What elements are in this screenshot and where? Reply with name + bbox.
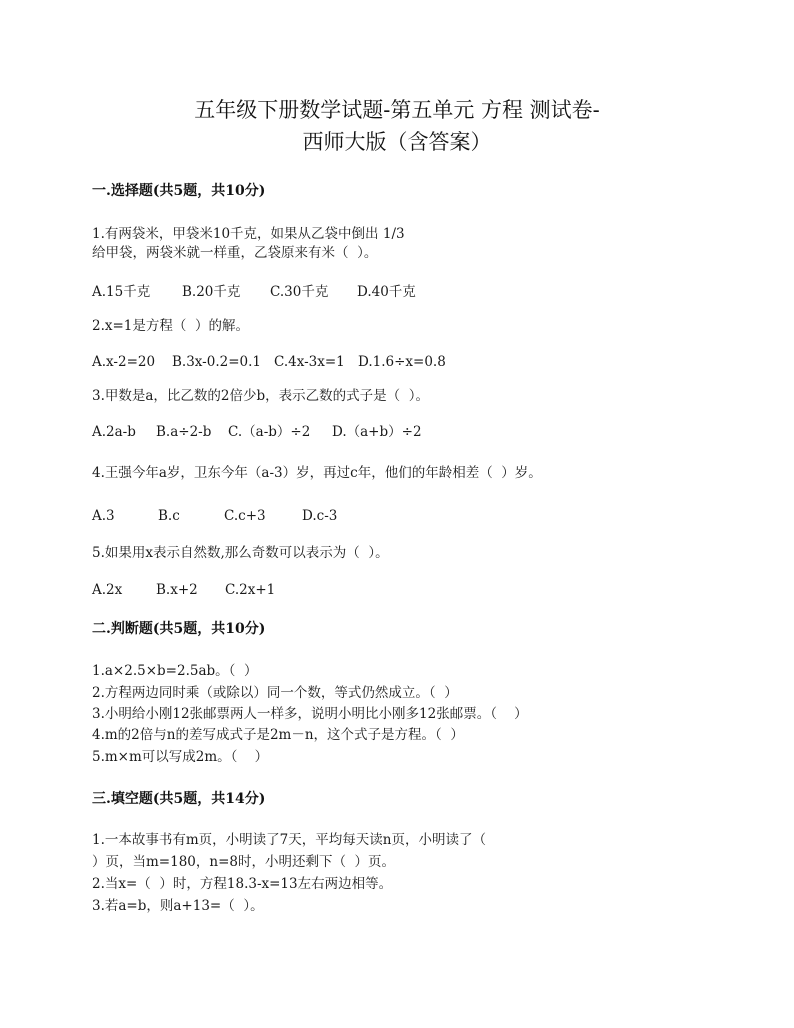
option-d: D.1.6÷x=0.8 (358, 354, 446, 370)
option-c: C.（a-b）÷2 (228, 424, 311, 440)
option-a: A.15千克 (92, 284, 151, 300)
question-5-text: 5.如果用x表示自然数,那么奇数可以表示为（ ）。 (92, 545, 389, 561)
fill-item-1-line-2: ）页，当m=180，n=8时，小明还剩下（ ）页。 (92, 854, 396, 870)
option-b: B.x+2 (156, 582, 198, 598)
option-c: C.4x-3x=1 (274, 354, 345, 370)
option-c: C.c+3 (224, 508, 266, 524)
option-c: C.30千克 (270, 284, 329, 300)
question-4-text: 4.王强今年a岁，卫东今年（a-3）岁，再过c年，他们的年龄相差（ ）岁。 (92, 465, 542, 481)
option-d: D.（a+b）÷2 (332, 424, 422, 440)
judgement-item-1: 1.a×2.5×b=2.5ab。（ ） (92, 663, 258, 679)
document-title-line-1: 五年级下册数学试题-第五单元 方程 测试卷- (194, 98, 600, 122)
question-1-line-1: 1.有两袋米，甲袋米10千克，如果从乙袋中倒出 1/3 (92, 226, 405, 242)
option-a: A.x-2=20 (92, 354, 156, 370)
question-3-text: 3.甲数是a，比乙数的2倍少b，表示乙数的式子是（ ）。 (92, 388, 429, 404)
fill-item-2: 2.当x=（ ）时，方程18.3-x=13左右两边相等。 (92, 876, 393, 892)
question-1-line-2: 给甲袋，两袋米就一样重，乙袋原来有米（ ）。 (92, 245, 378, 261)
option-b: B.a÷2-b (156, 424, 212, 440)
option-d: D.40千克 (357, 284, 416, 300)
option-a: A.3 (92, 508, 115, 524)
option-b: B.c (158, 508, 180, 524)
judgement-item-5: 5.m×m可以写成2m。（ ） (92, 749, 269, 765)
section-heading-choice: 一.选择题(共5题，共10分) (92, 183, 266, 199)
option-b: B.3x-0.2=0.1 (172, 354, 261, 370)
judgement-item-3: 3.小明给小刚12张邮票两人一样多，说明小明比小刚多12张邮票。（ ） (92, 706, 528, 722)
option-b: B.20千克 (182, 284, 241, 300)
fill-item-3: 3.若a=b，则a+13=（ ）。 (92, 898, 264, 914)
option-a: A.2x (92, 582, 123, 598)
option-d: D.c-3 (302, 508, 338, 524)
option-c: C.2x+1 (225, 582, 276, 598)
judgement-item-4: 4.m的2倍与n的差写成式子是2m－n，这个式子是方程。（ ） (92, 727, 464, 743)
fill-item-1-line-1: 1.一本故事书有m页，小明读了7天，平均每天读n页，小明读了（ (92, 832, 486, 848)
option-a: A.2a-b (92, 424, 136, 440)
judgement-item-2: 2.方程两边同时乘（或除以）同一个数，等式仍然成立。（ ） (92, 685, 458, 701)
section-heading-fill-blank: 三.填空题(共5题，共14分) (92, 791, 266, 807)
document-title-line-2: 西师大版（含答案） (302, 130, 492, 154)
section-heading-judgement: 二.判断题(共5题，共10分) (92, 621, 266, 637)
question-2-text: 2.x=1是方程（ ）的解。 (92, 318, 249, 334)
